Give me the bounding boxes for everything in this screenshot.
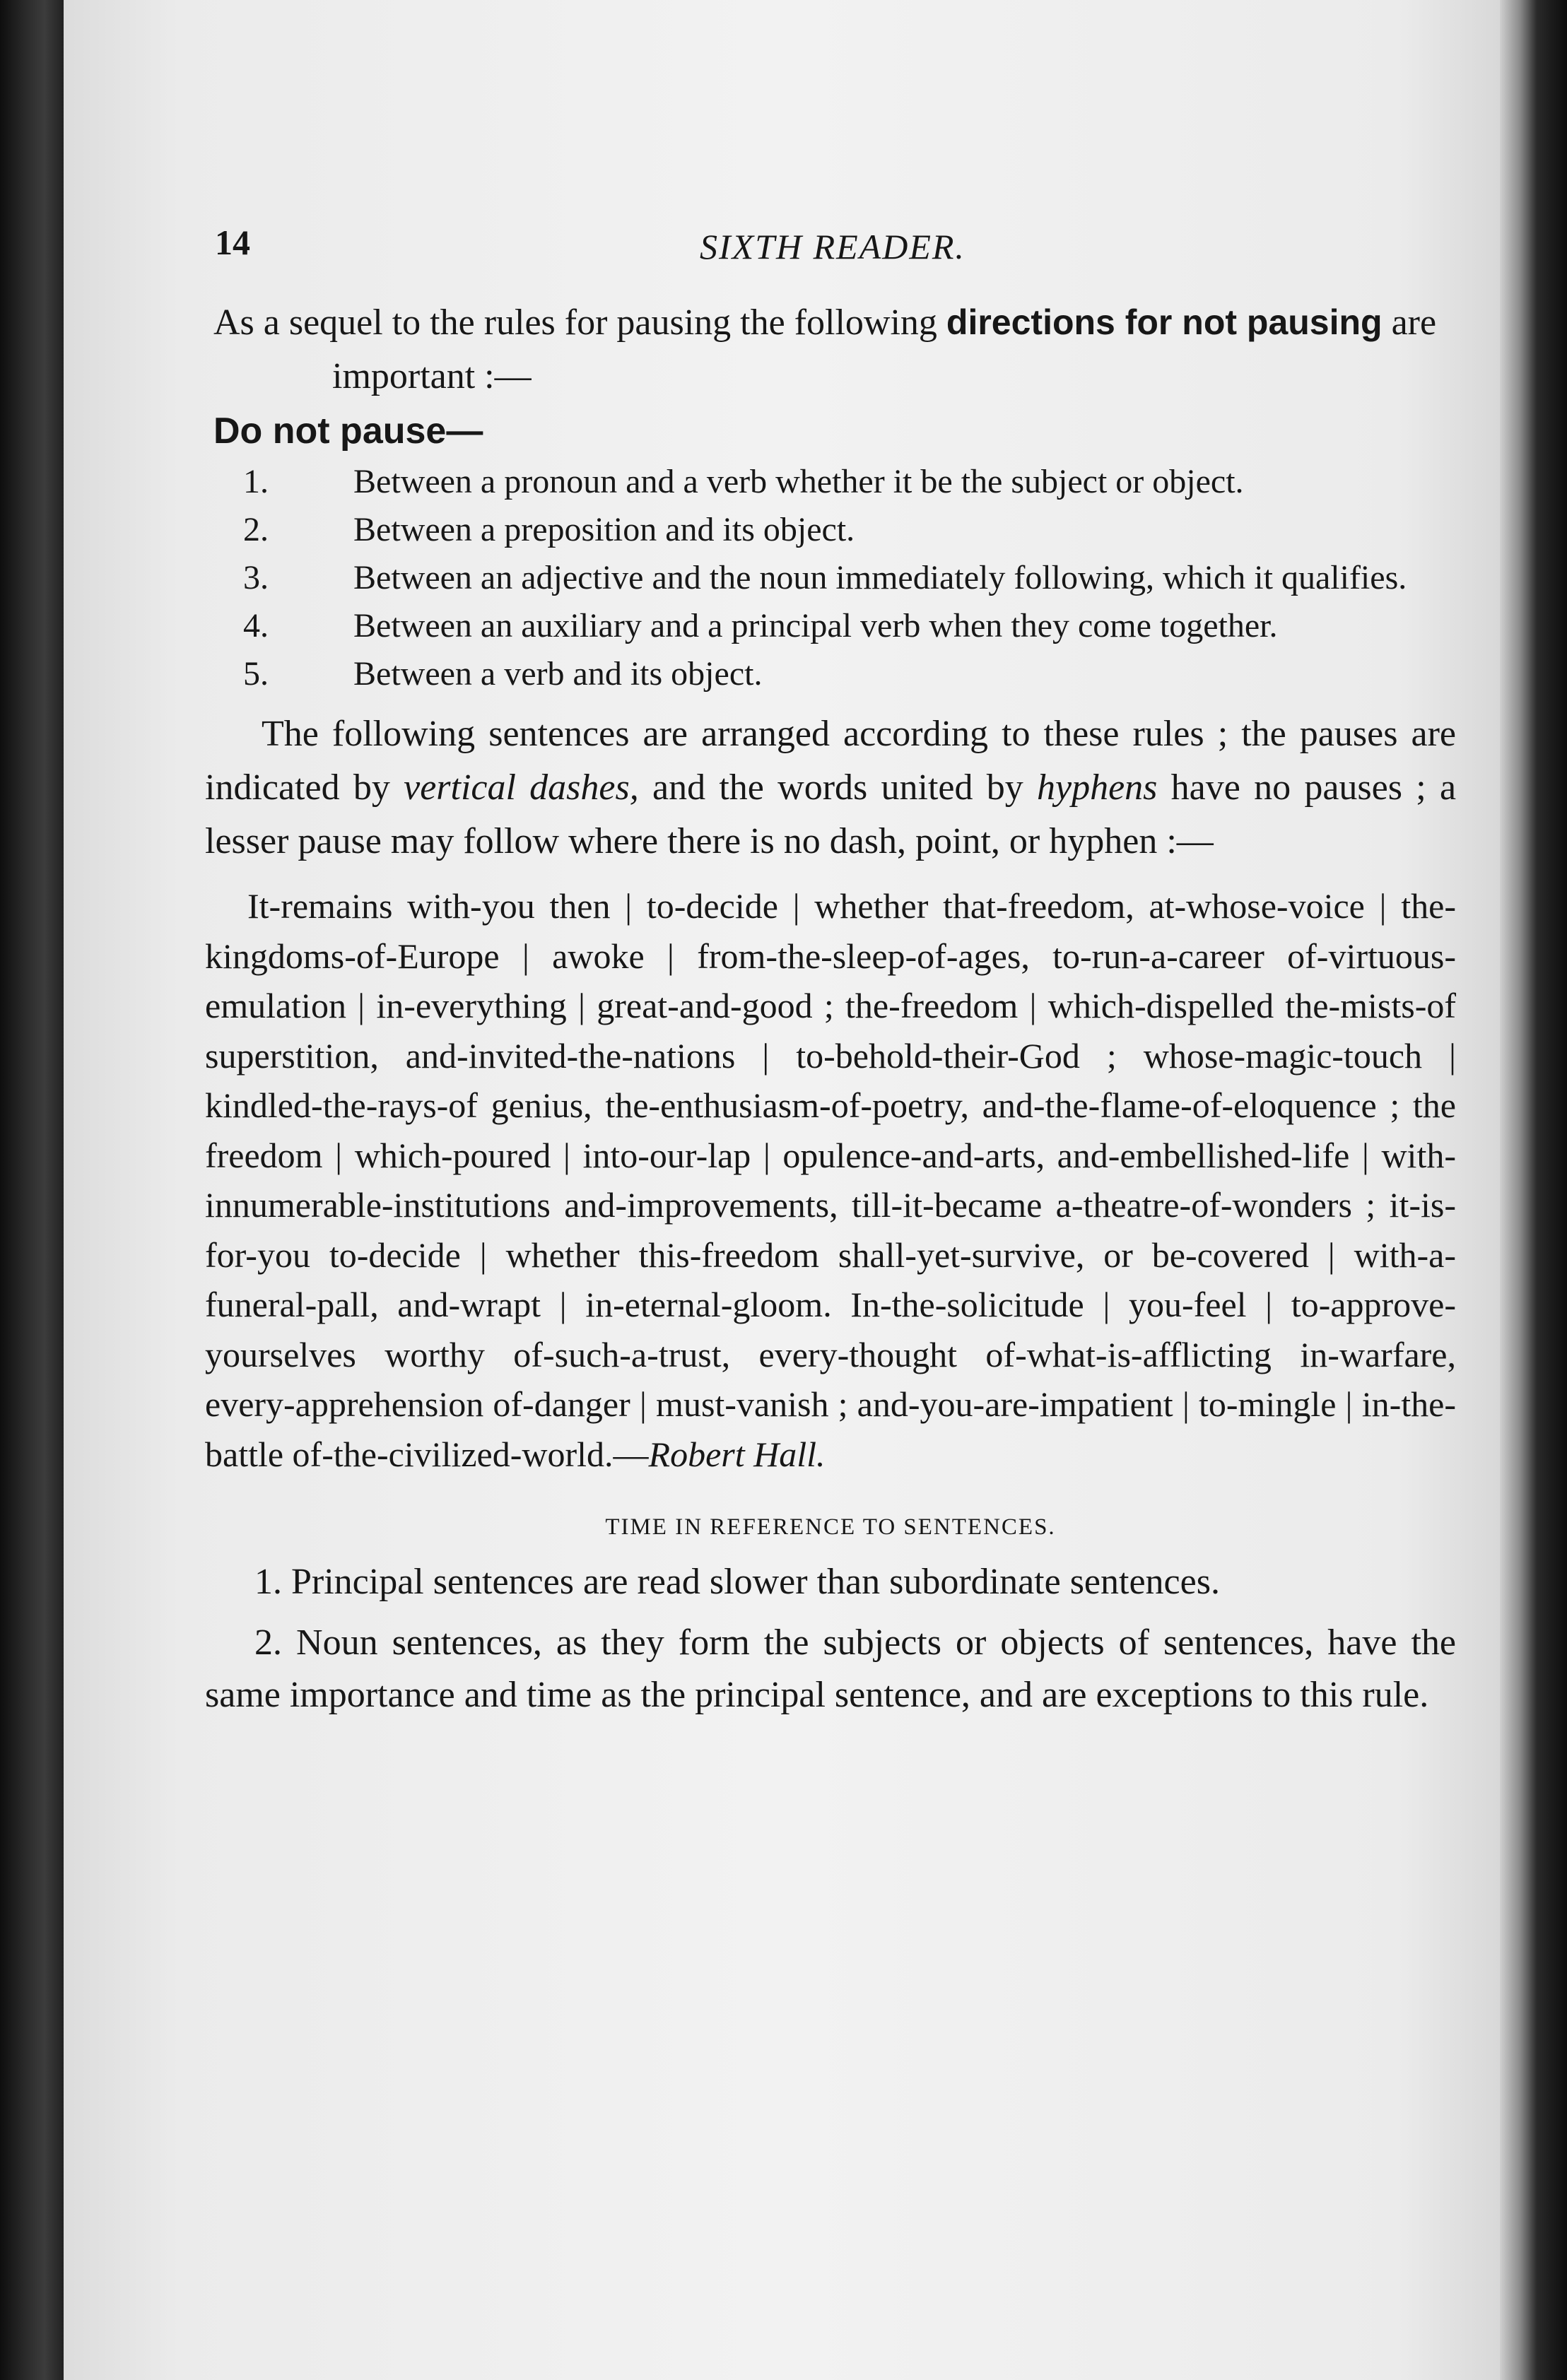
running-title: SIXTH READER. (700, 227, 966, 266)
explanation-paragraph (205, 707, 1456, 868)
running-head (205, 205, 1456, 269)
rule-number: 5. (243, 655, 269, 693)
explanation-italic-hyphens: hyphens (1037, 767, 1158, 808)
explanation-part1: The following sentences are arranged according to these rules ; the pauses are indicated by (205, 714, 1456, 808)
section-heading: TIME IN REFERENCE TO SENTENCES. (605, 1514, 1056, 1540)
passage-text: It-remains with-you then | to-decide | whether that-freedom, at-whose-voice | the-kingdoms-of-Europe | awoke | from-the-sleep-of-ages, to-run-a-career of-virtuous-emulation | in-everything | great-and-good ; the-freedom | which-dispelled the-mists-of superstition, and-invited-the-nations | to-behold-their-God ; whose-magic-touch | kindled-the-rays-of genius, the-enthusiasm-of-poetry, and-the-flame-of-eloquence ; the freedom | which-poured | into-our-lap | opulence-and-arts, and-embellished-life | with-innumerable-institutions and-improvements, till-it-became a-theatre-of-wonders ; it-is-for-you to-decide | whether this-freedom shall-yet-survive, or be-covered | with-a-funeral-pall, and-wrapt | in-eternal-gloom. In-the-solicitude | you-feel | to-approve-yourselves worthy of-such-a-trust, every-thought of-what-is-afflicting in-warfare, every-apprehension of-danger | must-vanish ; and-you-are-impatient | to-mingle | in-the-battle of-the-civilized-world.— (205, 886, 1456, 1474)
left-binding-edge (0, 0, 64, 2380)
time-rule-1: 1. Principal sentences are read slower than subordinate sentences. (254, 1562, 1220, 1602)
rule-number: 4. (243, 607, 269, 644)
time-rule-2: 2. Noun sentences, as they form the subjects or objects of sentences, have the same importance and time as the principal sentence, and are exceptions to this rule. (205, 1622, 1456, 1715)
intro-emphasis: directions for not pausing (946, 302, 1383, 342)
explanation-part2: and the words united by (652, 767, 1023, 808)
explanation-italic-dashes: vertical dashes, (404, 767, 639, 808)
right-page-edge (1500, 0, 1567, 2380)
rule-item (205, 507, 1456, 553)
quoted-passage (205, 881, 1456, 1479)
page-number: 14 (215, 223, 250, 262)
explanation-part3: have no pauses ; a lesser pause may follow where there is no dash, point, or hyphen :— (205, 767, 1457, 861)
rule-text: Between a verb and its object. (353, 655, 763, 693)
rule-item (205, 603, 1456, 649)
rule-number: 2. (243, 511, 269, 548)
rule-number: 1. (243, 463, 269, 500)
rule-text: Between a pronoun and a verb whether it be the subject or object. (353, 463, 1244, 500)
rule-number: 3. (243, 559, 269, 596)
rule-text: Between a preposition and its object. (353, 511, 855, 548)
no-pause-heading: Do not pause— (213, 411, 483, 452)
intro-lead: As a sequel to the rules for pausing the following (213, 302, 937, 343)
page-content (205, 205, 1456, 1721)
rule-text: Between an auxiliary and a principal verb when they come together. (353, 607, 1278, 644)
passage-attribution: Robert Hall. (648, 1434, 826, 1474)
rule-item (205, 459, 1456, 505)
book-page (64, 0, 1500, 2380)
rule-item (205, 651, 1456, 697)
no-pause-rules-list (205, 459, 1456, 697)
rule-item (205, 555, 1456, 601)
rule-text: Between an adjective and the noun immediately following, which it qualifies. (353, 559, 1407, 596)
intro-tail: are important :— (332, 302, 1437, 396)
intro-paragraph (205, 295, 1456, 403)
